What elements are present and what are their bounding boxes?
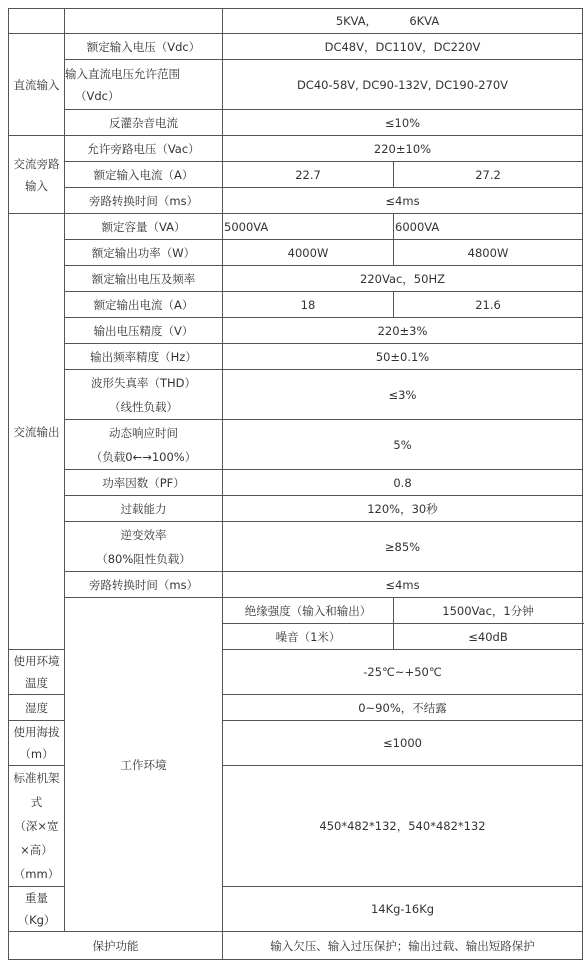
row-value: 120%，30秒	[223, 496, 583, 522]
row-value-6kva: 6000VA	[394, 214, 583, 240]
row-label-multiline	[65, 370, 223, 420]
row-value: ≤4ms	[223, 572, 583, 598]
group-label-line: 交流旁路	[13, 156, 60, 171]
row-label: 使用海拔（m）	[9, 721, 65, 766]
row-label: 使用环境温度	[9, 650, 65, 695]
row-label: 输出电压精度（V）	[65, 318, 223, 344]
table-row	[9, 188, 583, 214]
row-value: 5%	[223, 420, 583, 470]
row-value: ≤4ms	[223, 188, 583, 214]
row-label: 重量（Kg）	[9, 887, 65, 932]
row-label: 旁路转换时间（ms）	[65, 572, 223, 598]
table-row	[9, 136, 583, 162]
row-label: 额定输出电流（A）	[65, 292, 223, 318]
row-value: 14Kg-16Kg	[223, 887, 583, 932]
row-value: 220Vac，50HZ	[223, 266, 583, 292]
row-value: ≤1000	[223, 721, 583, 766]
spec-table	[8, 8, 583, 960]
row-label: 功率因数（PF）	[65, 470, 223, 496]
row-value: DC40-58V, DC90-132V, DC190-270V	[223, 60, 583, 110]
row-label: 反灌杂音电流	[65, 110, 223, 136]
row-value-6kva: 27.2	[394, 162, 583, 188]
row-value: 输入欠压、输入过压保护；输出过载、输出短路保护	[223, 932, 583, 960]
table-row	[9, 522, 583, 572]
row-label: 绝缘强度（输入和输出）	[223, 598, 394, 624]
row-value: 220±10%	[223, 136, 583, 162]
row-value: 220±3%	[223, 318, 583, 344]
row-label-line: 动态响应时间	[109, 425, 178, 440]
row-value-6kva: 4800W	[394, 240, 583, 266]
row-value: 0~90%，不结露	[223, 695, 583, 721]
row-value-5kva: 18	[223, 292, 394, 318]
table-row	[9, 420, 583, 470]
group-ac-bypass	[9, 136, 65, 214]
table-row	[9, 598, 583, 624]
table-row	[9, 932, 583, 960]
header-row	[9, 9, 583, 34]
table-row	[9, 266, 583, 292]
row-label: 额定容量（VA）	[65, 214, 223, 240]
table-row	[9, 318, 583, 344]
table-row	[9, 292, 583, 318]
row-value: ≤3%	[223, 370, 583, 420]
row-label-line: （线性负载）	[109, 399, 178, 414]
group-environment: 工作环境	[65, 598, 223, 932]
row-label-line: 输入直流电压允许范围	[65, 66, 180, 81]
row-label: 旁路转换时间（ms）	[65, 188, 223, 214]
row-value-5kva: 22.7	[223, 162, 394, 188]
row-label: 过载能力	[65, 496, 223, 522]
row-value-5kva: 5000VA	[223, 214, 394, 240]
row-label-line: （Vdc）	[75, 88, 120, 103]
row-label: 输出频率精度（Hz）	[65, 344, 223, 370]
row-label-multiline	[65, 522, 223, 572]
row-value: 0.8	[223, 470, 583, 496]
row-label: 湿度	[9, 695, 65, 721]
row-value-5kva: 4000W	[223, 240, 394, 266]
table-row	[9, 496, 583, 522]
row-label-line: 标准机架式	[13, 771, 60, 809]
row-value: 1500Vac，1分钟	[394, 598, 583, 624]
group-ac-output: 交流输出	[9, 214, 65, 650]
row-value: DC48V，DC110V，DC220V	[223, 34, 583, 60]
row-label: 额定输出电压及频率	[65, 266, 223, 292]
row-value-6kva: 21.6	[394, 292, 583, 318]
row-label: 噪音（1米）	[223, 624, 394, 650]
row-value: ≤40dB	[394, 624, 583, 650]
row-label-line: （负载0←→100%）	[90, 449, 197, 464]
group-label-line: 输入	[25, 178, 48, 193]
table-row	[9, 110, 583, 136]
group-dc-input: 直流输入	[9, 34, 65, 136]
header-5kva: 5KVA,	[335, 14, 370, 28]
row-label-line: 逆变效率	[120, 527, 167, 542]
row-label-multiline	[65, 60, 223, 110]
table-row	[9, 162, 583, 188]
row-label-line: （深×宽×高）（mm）	[13, 819, 60, 881]
row-label-multiline	[9, 766, 65, 887]
row-label: 额定输出功率（W）	[65, 240, 223, 266]
row-label: 额定输入电压（Vdc）	[65, 34, 223, 60]
table-row	[9, 240, 583, 266]
table-row	[9, 572, 583, 598]
table-row	[9, 370, 583, 420]
row-label-multiline	[65, 420, 223, 470]
row-label: 允许旁路电压（Vac）	[65, 136, 223, 162]
table-row	[9, 344, 583, 370]
row-value: ≤10%	[223, 110, 583, 136]
table-row	[9, 34, 583, 60]
row-value: ≥85%	[223, 522, 583, 572]
header-blank-2	[65, 9, 223, 34]
header-models	[223, 9, 583, 34]
row-label-line: （80%阻性负载）	[96, 551, 191, 566]
header-blank	[9, 9, 65, 34]
table-row	[9, 214, 583, 240]
row-value: -25℃~+50℃	[223, 650, 583, 695]
row-label-line: 波形失真率（THD）	[90, 375, 197, 390]
group-protection: 保护功能	[9, 932, 223, 960]
header-6kva: 6KVA	[409, 14, 440, 28]
table-row	[9, 470, 583, 496]
row-value: 450*482*132，540*482*132	[223, 766, 583, 887]
row-value: 50±0.1%	[223, 344, 583, 370]
table-row	[9, 60, 583, 110]
row-label: 额定输入电流（A）	[65, 162, 223, 188]
